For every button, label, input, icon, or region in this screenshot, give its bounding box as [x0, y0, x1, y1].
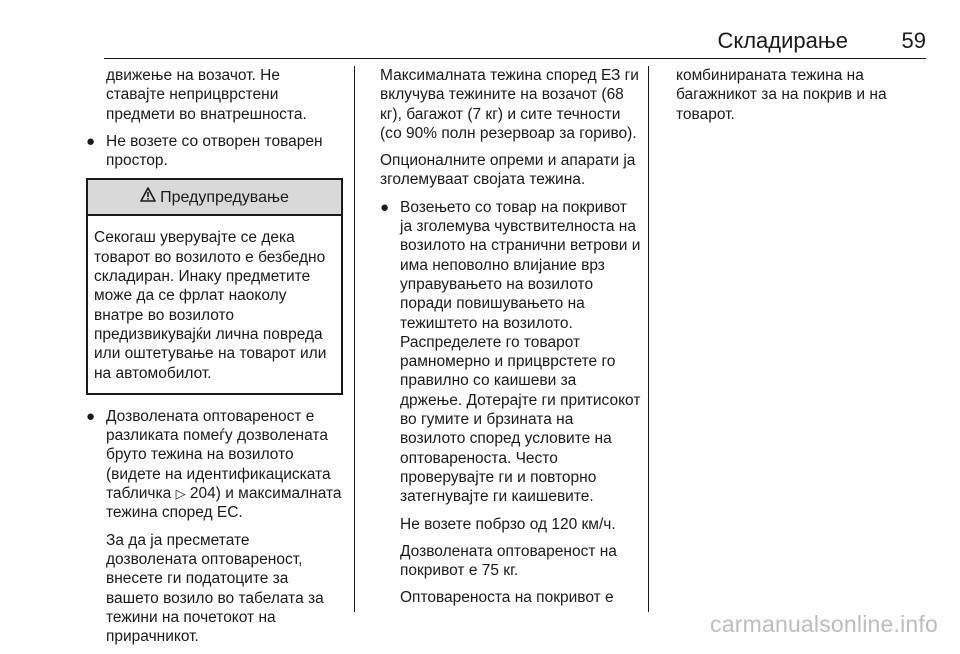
paragraph-intro: движење на возачот. Не ставајте неприцврстени предмети во внатрешноста. — [106, 67, 307, 123]
column-2 — [380, 66, 642, 616]
bullet-icon: ● — [86, 132, 96, 150]
page-reference[interactable]: 204 — [189, 485, 216, 503]
list-item — [380, 198, 642, 507]
warning-title: Предупредување — [160, 188, 289, 206]
paragraph-max-weight: Максималната тежина според ЕЗ ги вклучува тежините на возачот (68 кг), багажот (7 кг) и сите течности (со 90% полн резервоар за гориво). — [380, 67, 639, 142]
warning-header — [88, 180, 341, 216]
paragraph-roof-combined: комбинираната тежина на багажникот за на покрив и на товарот. — [676, 67, 887, 123]
warning-triangle-icon — [140, 187, 156, 207]
list-item — [86, 407, 343, 523]
warning-box — [86, 178, 343, 394]
paragraph-optional-equipment: Опционалните опреми и апарати ја зголемуваат својата тежина. — [380, 152, 636, 189]
bullet-text: Возењето со товар на покривот ја зголемува чувствителноста на возилото на странични ветрови и има неповолно влијание врз управувањето на возилото поради повишувањето на тежиштето на возилото. Распределете го товарот рамномерно и прицврстете го правилно со каишеви за држење. Дотерајте ги притисокот во гумите и брзината на возилото според условите на оптовареноста. Често проверувајте ги и повторно затегнувајте ги каишевите. — [400, 198, 641, 506]
section-title: Складирање — [717, 28, 848, 53]
bullet-text-post: ) и максималната тежина според ЕС. — [106, 485, 342, 522]
paragraph-roof-load-def: Оптовареноста на покривот е — [400, 589, 614, 607]
bullet-text: Не возете со отворен товарен простор. — [106, 132, 323, 170]
bullet-icon: ● — [380, 198, 390, 216]
header-divider — [104, 58, 926, 59]
warning-body: Секогаш уверувајте се дека товарот во возилото е безбедно складиран. Инаку предметите може да се фрлат наоколу внатре во возилото предизвикувајќи лична повреда или оштетување на товарот или на автомобилот. — [94, 229, 327, 382]
page-header — [0, 27, 960, 57]
watermark: carmanualsonline.info — [710, 611, 938, 637]
column-1 — [86, 66, 343, 654]
list-item — [86, 132, 343, 171]
page-number: 59 — [901, 28, 926, 53]
paragraph-calculation: За да ја пресметате дозволената оптовареност, внесете ги податоците за вашето возило во табелата за тежини на почетокот на прирачникот. — [106, 531, 324, 646]
page-reference-arrow-icon: ▷ — [175, 486, 186, 502]
paragraph-roof-load: Дозволената оптовареност на покривот е 75 кг. — [400, 542, 617, 580]
column-3 — [676, 66, 926, 132]
paragraph-speed-limit: Не возете побрзо од 120 км/ч. — [400, 515, 616, 533]
column-divider-2 — [648, 66, 649, 612]
column-divider-1 — [354, 66, 355, 612]
bullet-text-pre: Дозволената оптовареност е разликата помеѓу дозволената бруто тежина на возилото (видете на идентификациската табличка — [106, 407, 331, 503]
bullet-icon: ● — [86, 407, 96, 425]
